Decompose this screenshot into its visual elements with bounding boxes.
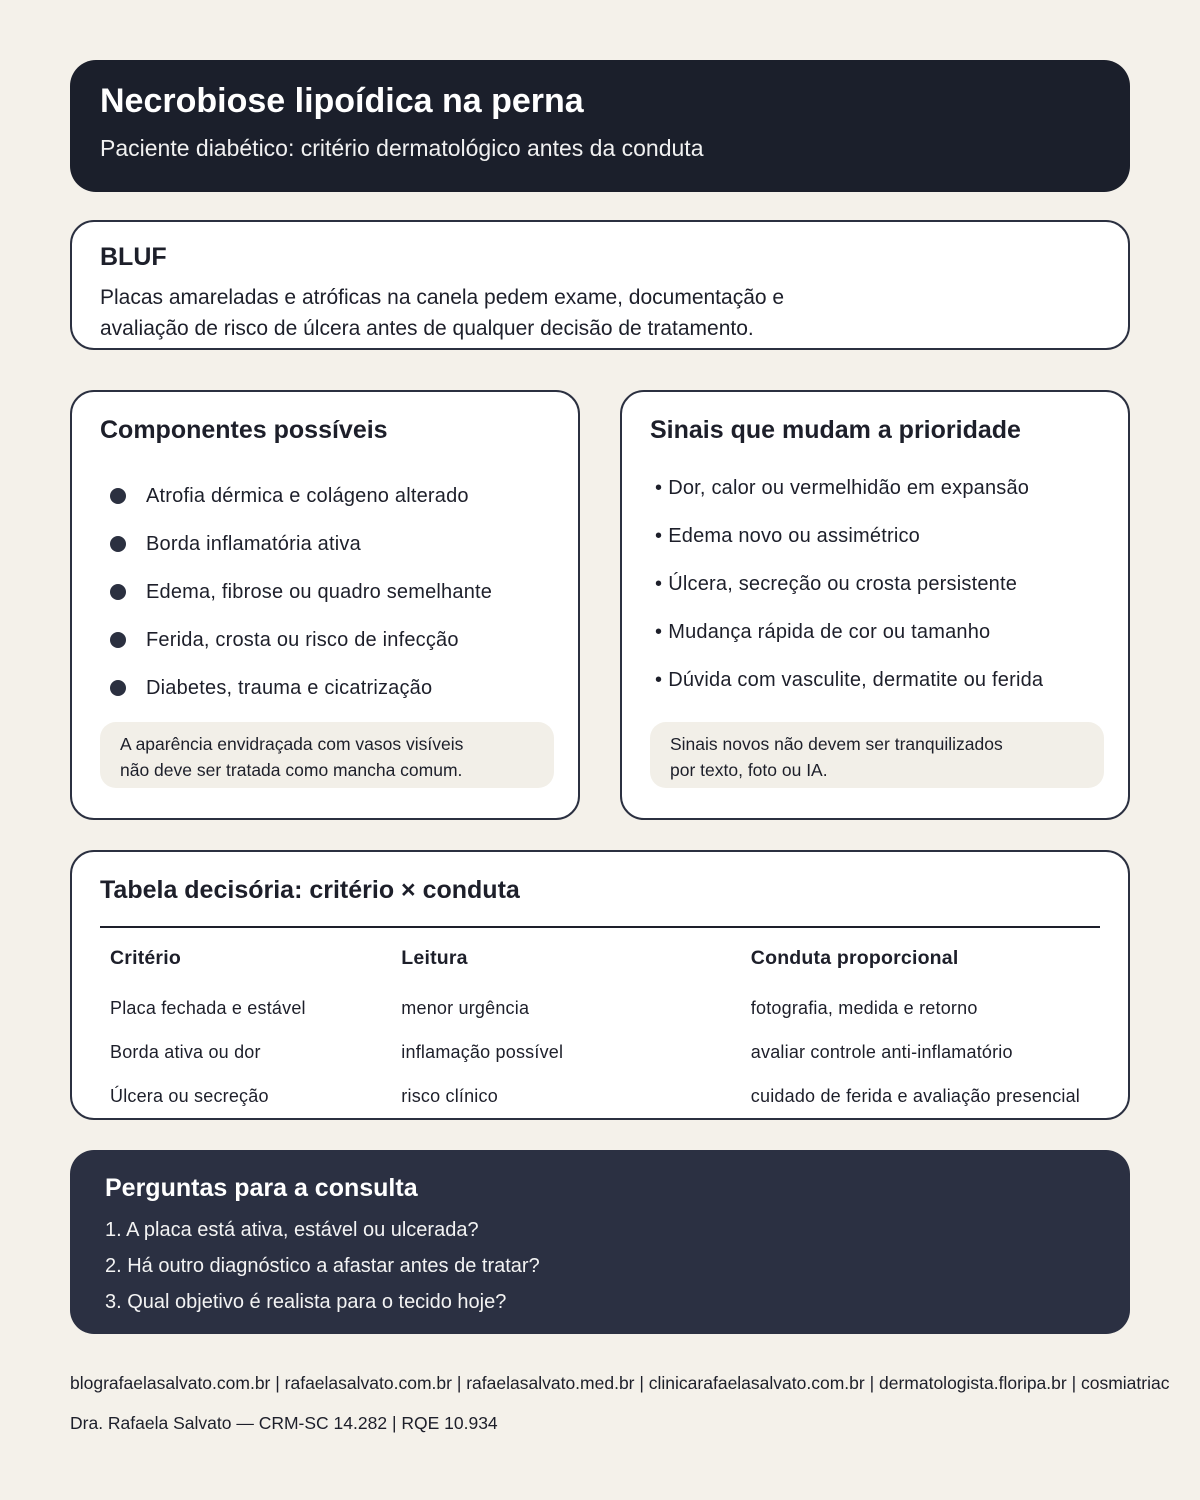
list-item — [100, 568, 550, 616]
signals-note — [650, 722, 1104, 788]
bullet-icon: • — [655, 668, 663, 691]
note-line: Sinais novos não devem ser tranquilizados — [670, 734, 1003, 754]
bullet-icon: • — [655, 620, 663, 643]
list-item-label: Mudança rápida de cor ou tamanho — [668, 620, 991, 643]
table-row — [100, 1030, 1100, 1074]
table-cell: avaliar controle anti-inflamatório — [750, 1041, 1013, 1062]
list-item — [650, 608, 1100, 656]
table-divider — [100, 926, 1100, 928]
bullet-icon: • — [655, 476, 663, 499]
list-item — [100, 616, 550, 664]
table-header-row — [100, 930, 1100, 986]
list-item — [100, 472, 550, 520]
list-item-label: Edema, fibrose ou quadro semelhante — [146, 580, 493, 603]
list-item-label: Ferida, crosta ou risco de infecção — [146, 628, 459, 651]
footer-signature: Dra. Rafaela Salvato — CRM-SC 14.282 | RQE 10.934 — [70, 1413, 498, 1433]
bluf-card — [70, 220, 1130, 350]
table-cell: fotografia, medida e retorno — [750, 997, 978, 1018]
table-heading: Tabela decisória: critério × conduta — [100, 876, 520, 904]
question-item: 1. A placa está ativa, estável ou ulcerada? — [105, 1219, 479, 1241]
questions-card — [70, 1150, 1130, 1334]
note-line: não deve ser tratada como mancha comum. — [120, 760, 463, 780]
table-cell: Borda ativa ou dor — [110, 1041, 261, 1062]
bullet-dot-icon — [110, 488, 126, 504]
bullet-dot-icon — [110, 632, 126, 648]
bullet-dot-icon — [110, 680, 126, 696]
column-header-conduta: Conduta proporcional — [750, 946, 959, 969]
bullet-icon: • — [655, 524, 663, 547]
page-title: Necrobiose lipoídica na perna — [100, 82, 584, 120]
page-subtitle: Paciente diabético: critério dermatológico antes da conduta — [100, 135, 704, 161]
bluf-text: Placas amareladas e atróficas na canela pedem exame, documentação e avaliação de risco de úlcera antes de qualquer decisão de tratamento. — [100, 286, 785, 340]
question-item: 3. Qual objetivo é realista para o tecido hoje? — [105, 1291, 507, 1313]
questions-heading: Perguntas para a consulta — [105, 1174, 418, 1202]
header-banner — [70, 60, 1130, 192]
decision-table-card — [70, 850, 1130, 1120]
list-item-label: Atrofia dérmica e colágeno alterado — [146, 484, 469, 507]
list-item — [100, 520, 550, 568]
list-item-label: Diabetes, trauma e cicatrização — [146, 676, 433, 699]
list-item — [650, 656, 1100, 704]
list-item-label: Dúvida com vasculite, dermatite ou ferida — [668, 668, 1044, 691]
bullet-icon: • — [655, 572, 663, 595]
table-row — [100, 1074, 1100, 1118]
list-item-label: Borda inflamatória ativa — [146, 532, 361, 555]
column-header-criterio: Critério — [110, 946, 181, 969]
question-item: 2. Há outro diagnóstico a afastar antes de tratar? — [105, 1255, 540, 1277]
bullet-dot-icon — [110, 536, 126, 552]
signals-card — [620, 390, 1130, 820]
list-item-label: Úlcera, secreção ou crosta persistente — [668, 572, 1018, 595]
table-row — [100, 986, 1100, 1030]
list-item — [650, 512, 1100, 560]
components-heading: Componentes possíveis — [100, 416, 388, 444]
table-cell: inflamação possível — [401, 1041, 564, 1062]
column-header-leitura: Leitura — [401, 946, 468, 969]
table-cell: menor urgência — [401, 997, 530, 1018]
list-item — [650, 560, 1100, 608]
list-item — [650, 464, 1100, 512]
list-item — [100, 664, 550, 712]
footer-links: blografaelasalvato.com.br | rafaelasalvato.com.br | rafaelasalvato.med.br | clinicarafaelasalvato.com.br | dermatologista.floripa.br | cosmiatriac — [70, 1373, 1170, 1393]
table-cell: risco clínico — [401, 1085, 498, 1106]
components-note — [100, 722, 554, 788]
components-list — [100, 472, 550, 712]
list-item-label: Edema novo ou assimétrico — [668, 524, 920, 547]
table-cell: Úlcera ou secreção — [110, 1085, 269, 1106]
signals-list — [650, 464, 1100, 704]
questions-list — [105, 1212, 1095, 1320]
table-cell: Placa fechada e estável — [110, 997, 306, 1018]
bluf-heading: BLUF — [100, 243, 167, 271]
bullet-dot-icon — [110, 584, 126, 600]
note-line: por texto, foto ou IA. — [670, 760, 828, 780]
list-item-label: Dor, calor ou vermelhidão em expansão — [668, 476, 1030, 499]
table-cell: cuidado de ferida e avaliação presencial — [750, 1085, 1081, 1106]
note-line: A aparência envidraçada com vasos visíveis — [120, 734, 464, 754]
components-card — [70, 390, 580, 820]
signals-heading: Sinais que mudam a prioridade — [650, 416, 1021, 444]
